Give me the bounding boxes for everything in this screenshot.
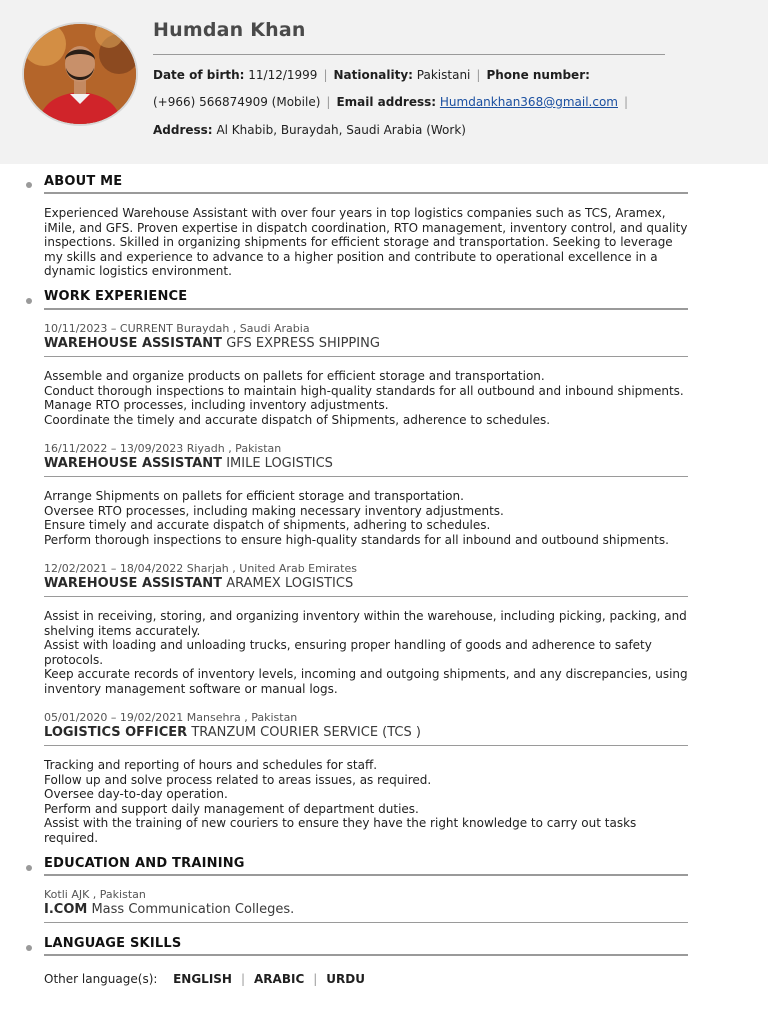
duty-item: Follow up and solve process related to areas issues, as required. [44,772,432,787]
job-duties [44,758,688,846]
job-title [44,456,333,471]
about-text: Experienced Warehouse Assistant with over four years in top logistics companies such as TCS, Aramex, iMile, and GFS. Proven expertise in dispatch coordination, RTO management, inventory control, and quality inspections. Skilled in organizing shipments for efficient storage and transportation. Seeking to leverage my skills and experience to advance to a higher position and contribute to operational excellence in a dynamic logistics environment. [44,206,688,279]
job-company: ARAMEX LOGISTICS [226,576,354,591]
profile-photo [22,22,138,126]
duty-item: Oversee day-to-day operation. [44,787,228,802]
dob-value: 11/12/1999 [248,68,318,82]
section-bullet [26,298,32,304]
nationality-value: Pakistani [416,68,471,82]
name-divider [153,54,665,55]
job-rule [44,476,688,477]
duty-item: Coordinate the timely and accurate dispatch of Shipments, adherence to schedules. [44,412,551,427]
info-line-2 [153,95,634,110]
duty-item: Manage RTO processes, including inventory adjustments. [44,398,389,413]
info-separator: | [326,95,331,109]
duty-item: Assist with loading and unloading trucks, ensuring proper handling of goods and adherence to safety protocols. [44,638,652,667]
job-role: WAREHOUSE ASSISTANT [44,336,223,351]
education-degree [44,902,294,917]
candidate-name: Humdan Khan [153,19,306,41]
languages-line [44,972,365,986]
email-label: Email address: [336,95,437,109]
duty-item: Perform and support daily management of department duties. [44,801,419,816]
duty-item: Ensure timely and accurate dispatch of shipments, adhering to schedules. [44,518,491,533]
info-separator: | [623,95,629,109]
phone-value: (+966) 566874909 (Mobile) [153,95,321,109]
duty-item: Assist in receiving, storing, and organizing inventory within the warehouse, including picking, packing, and shelving items accurately. [44,609,687,638]
job-meta: 05/01/2020 – 19/02/2021 Mansehra , Pakistan [44,711,298,724]
job-title [44,336,380,351]
job-meta: 12/02/2021 – 18/04/2022 Sharjah , United Arab Emirates [44,562,357,575]
job-duties [44,369,688,427]
job-rule [44,596,688,597]
nationality-label: Nationality: [333,68,413,82]
languages-label: Other language(s): [44,972,158,986]
education-item-rule [44,922,688,923]
degree-name: I.COM [44,902,88,917]
section-bullet [26,182,32,188]
job-role: LOGISTICS OFFICER [44,725,188,740]
job-meta: 16/11/2022 – 13/09/2023 Riyadh , Pakistan [44,442,282,455]
info-separator: | [476,68,481,82]
section-bullet [26,945,32,951]
info-separator: | [323,68,328,82]
email-link[interactable]: Humdankhan368@gmail.com [439,95,618,109]
job-duties [44,609,688,697]
language-item: ARABIC [254,972,305,986]
education-title: EDUCATION AND TRAINING [44,856,245,871]
language-item: URDU [326,972,365,986]
duty-item: Tracking and reporting of hours and schedules for staff. [44,758,378,772]
work-rule [44,308,688,310]
job-title [44,725,421,740]
duty-item: Assist with the training of new couriers to ensure they have the right knowledge to carry out tasks required. [44,816,637,845]
education-meta: Kotli AJK , Pakistan [44,888,146,901]
languages-rule [44,954,688,956]
languages-title: LANGUAGE SKILLS [44,936,182,951]
duty-item: Oversee RTO processes, including making necessary inventory adjustments. [44,503,504,518]
dob-label: Date of birth: [153,68,245,82]
duty-item: Conduct thorough inspections to maintain high-quality standards for all outbound and inbound shipments. [44,383,684,398]
job-rule [44,745,688,746]
work-title: WORK EXPERIENCE [44,289,188,304]
duty-item: Perform thorough inspections to ensure high-quality standards for all inbound and outbound shipments. [44,532,669,547]
duty-item: Keep accurate records of inventory levels, incoming and outgoing shipments, and any discrepancies, using inventory management software or manual logs. [44,667,688,696]
address-label: Address: [153,123,213,137]
job-role: WAREHOUSE ASSISTANT [44,456,223,471]
language-item: ENGLISH [173,972,232,986]
info-line-3 [153,123,466,138]
duty-item: Arrange Shipments on pallets for efficient storage and transportation. [44,489,464,503]
education-rule [44,874,688,876]
language-separator: | [240,972,246,986]
job-title [44,576,353,591]
address-value: Al Khabib, Buraydah, Saudi Arabia (Work) [216,123,466,137]
school-name: Mass Communication Colleges. [91,902,295,917]
profile-photo-image [24,24,136,124]
language-separator: | [313,972,318,986]
phone-label: Phone number: [486,68,590,82]
job-company: GFS EXPRESS SHIPPING [226,336,380,351]
job-company: IMILE LOGISTICS [226,456,333,471]
job-role: WAREHOUSE ASSISTANT [44,576,223,591]
about-title: ABOUT ME [44,174,123,189]
about-rule [44,192,688,194]
job-rule [44,356,688,357]
duty-item: Assemble and organize products on pallets for efficient storage and transportation. [44,369,545,383]
job-company: TRANZUM COURIER SERVICE (TCS ) [191,725,421,740]
job-meta: 10/11/2023 – CURRENT Buraydah , Saudi Arabia [44,322,310,335]
info-line-1 [153,68,590,83]
job-duties [44,489,688,547]
section-bullet [26,865,32,871]
